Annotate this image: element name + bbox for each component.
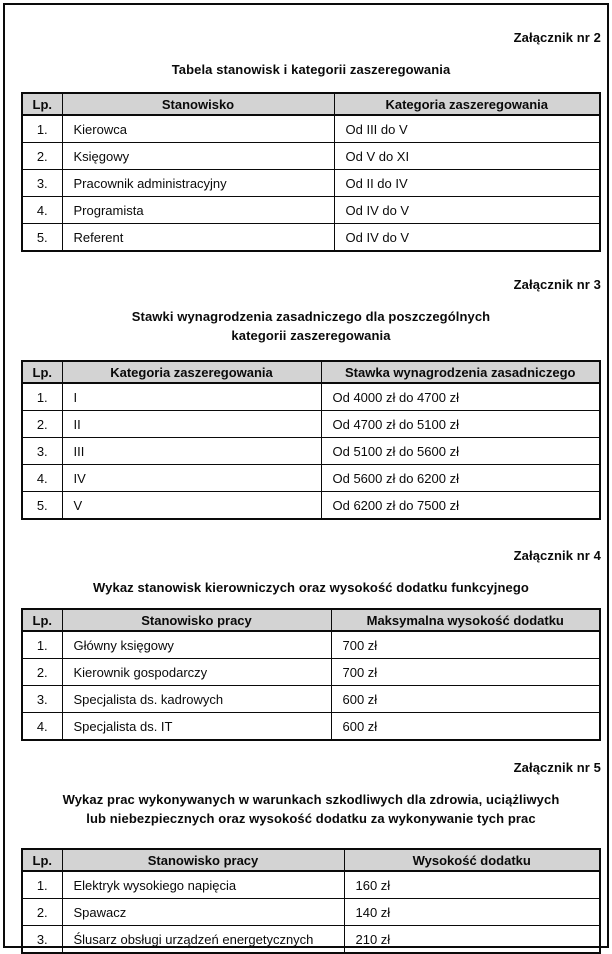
table-cell: Od 5600 zł do 6200 zł — [321, 465, 600, 492]
table-cell: Kierowca — [62, 115, 334, 143]
attachment-section — [21, 548, 601, 741]
table-cell: I — [62, 383, 321, 411]
attachment-label: Załącznik nr 2 — [21, 30, 601, 45]
table-cell: III — [62, 438, 321, 465]
attachment-section — [21, 30, 601, 252]
table-row — [22, 631, 600, 659]
data-table — [21, 608, 601, 741]
table-header-row — [22, 361, 600, 383]
table-row — [22, 871, 600, 899]
table-row — [22, 115, 600, 143]
table-cell-ordinal: 4. — [22, 713, 62, 741]
table-cell: II — [62, 411, 321, 438]
document-page — [3, 3, 609, 948]
table-cell: 160 zł — [344, 871, 600, 899]
column-header: Lp. — [22, 849, 62, 871]
attachment-section — [21, 277, 601, 520]
column-header: Stawka wynagrodzenia zasadniczego — [321, 361, 600, 383]
table-cell-ordinal: 1. — [22, 383, 62, 411]
table-cell-ordinal: 4. — [22, 197, 62, 224]
table-cell-ordinal: 1. — [22, 115, 62, 143]
table-cell: Kierownik gospodarczy — [62, 659, 331, 686]
table-cell: 210 zł — [344, 926, 600, 954]
column-header: Kategoria zaszeregowania — [334, 93, 600, 115]
table-cell: Od 5100 zł do 5600 zł — [321, 438, 600, 465]
table-cell: Od 4700 zł do 5100 zł — [321, 411, 600, 438]
table-row — [22, 659, 600, 686]
column-header: Lp. — [22, 361, 62, 383]
table-cell-ordinal: 1. — [22, 631, 62, 659]
table-cell-ordinal: 3. — [22, 438, 62, 465]
table-row — [22, 686, 600, 713]
table-header-row — [22, 93, 600, 115]
section-title-line: Wykaz stanowisk kierowniczych oraz wysokość dodatku funkcyjnego — [21, 578, 601, 597]
attachment-section — [21, 760, 601, 954]
section-title — [21, 790, 601, 828]
table-cell: Od IV do V — [334, 197, 600, 224]
table-row — [22, 926, 600, 954]
table-cell-ordinal: 5. — [22, 224, 62, 252]
table-row — [22, 224, 600, 252]
attachment-label: Załącznik nr 4 — [21, 548, 601, 563]
table-cell-ordinal: 4. — [22, 465, 62, 492]
table-cell: Od 6200 zł do 7500 zł — [321, 492, 600, 520]
table-row — [22, 492, 600, 520]
column-header: Kategoria zaszeregowania — [62, 361, 321, 383]
table-cell: Główny księgowy — [62, 631, 331, 659]
table-cell: 140 zł — [344, 899, 600, 926]
column-header: Lp. — [22, 93, 62, 115]
table-cell-ordinal: 3. — [22, 170, 62, 197]
table-row — [22, 143, 600, 170]
section-title-line: Tabela stanowisk i kategorii zaszeregowania — [21, 60, 601, 79]
table-cell-ordinal: 3. — [22, 926, 62, 954]
section-title-line: lub niebezpiecznych oraz wysokość dodatku za wykonywanie tych prac — [21, 809, 601, 828]
column-header: Stanowisko pracy — [62, 849, 344, 871]
data-table — [21, 360, 601, 520]
table-cell-ordinal: 2. — [22, 899, 62, 926]
column-header: Stanowisko — [62, 93, 334, 115]
column-header: Stanowisko pracy — [62, 609, 331, 631]
data-table — [21, 92, 601, 252]
table-cell: Księgowy — [62, 143, 334, 170]
table-cell-ordinal: 5. — [22, 492, 62, 520]
table-cell: Pracownik administracyjny — [62, 170, 334, 197]
table-cell: Od III do V — [334, 115, 600, 143]
section-title-line: Stawki wynagrodzenia zasadniczego dla poszczególnych — [21, 307, 601, 326]
table-row — [22, 438, 600, 465]
table-cell-ordinal: 1. — [22, 871, 62, 899]
table-row — [22, 899, 600, 926]
table-cell-ordinal: 2. — [22, 411, 62, 438]
section-title — [21, 578, 601, 597]
table-row — [22, 465, 600, 492]
column-header: Lp. — [22, 609, 62, 631]
table-row — [22, 170, 600, 197]
table-row — [22, 411, 600, 438]
table-header-row — [22, 609, 600, 631]
section-title-line: kategorii zaszeregowania — [21, 326, 601, 345]
section-title-line: Wykaz prac wykonywanych w warunkach szkodliwych dla zdrowia, uciążliwych — [21, 790, 601, 809]
table-header-row — [22, 849, 600, 871]
table-cell: Od II do IV — [334, 170, 600, 197]
table-cell: 700 zł — [331, 659, 600, 686]
table-cell: V — [62, 492, 321, 520]
table-row — [22, 197, 600, 224]
table-cell: Specjalista ds. IT — [62, 713, 331, 741]
table-cell-ordinal: 2. — [22, 143, 62, 170]
table-row — [22, 383, 600, 411]
data-table — [21, 848, 601, 954]
table-cell: 600 zł — [331, 686, 600, 713]
section-title — [21, 307, 601, 345]
table-cell-ordinal: 2. — [22, 659, 62, 686]
table-cell: 600 zł — [331, 713, 600, 741]
table-row — [22, 713, 600, 741]
section-title — [21, 60, 601, 79]
table-cell: Referent — [62, 224, 334, 252]
table-cell: Od IV do V — [334, 224, 600, 252]
table-cell: Specjalista ds. kadrowych — [62, 686, 331, 713]
table-cell: Programista — [62, 197, 334, 224]
table-cell: Od V do XI — [334, 143, 600, 170]
table-cell: Elektryk wysokiego napięcia — [62, 871, 344, 899]
table-cell: Ślusarz obsługi urządzeń energetycznych — [62, 926, 344, 954]
attachment-label: Załącznik nr 3 — [21, 277, 601, 292]
column-header: Maksymalna wysokość dodatku — [331, 609, 600, 631]
column-header: Wysokość dodatku — [344, 849, 600, 871]
table-cell: Spawacz — [62, 899, 344, 926]
attachment-label: Załącznik nr 5 — [21, 760, 601, 775]
table-cell: 700 zł — [331, 631, 600, 659]
table-cell: IV — [62, 465, 321, 492]
table-cell-ordinal: 3. — [22, 686, 62, 713]
table-cell: Od 4000 zł do 4700 zł — [321, 383, 600, 411]
